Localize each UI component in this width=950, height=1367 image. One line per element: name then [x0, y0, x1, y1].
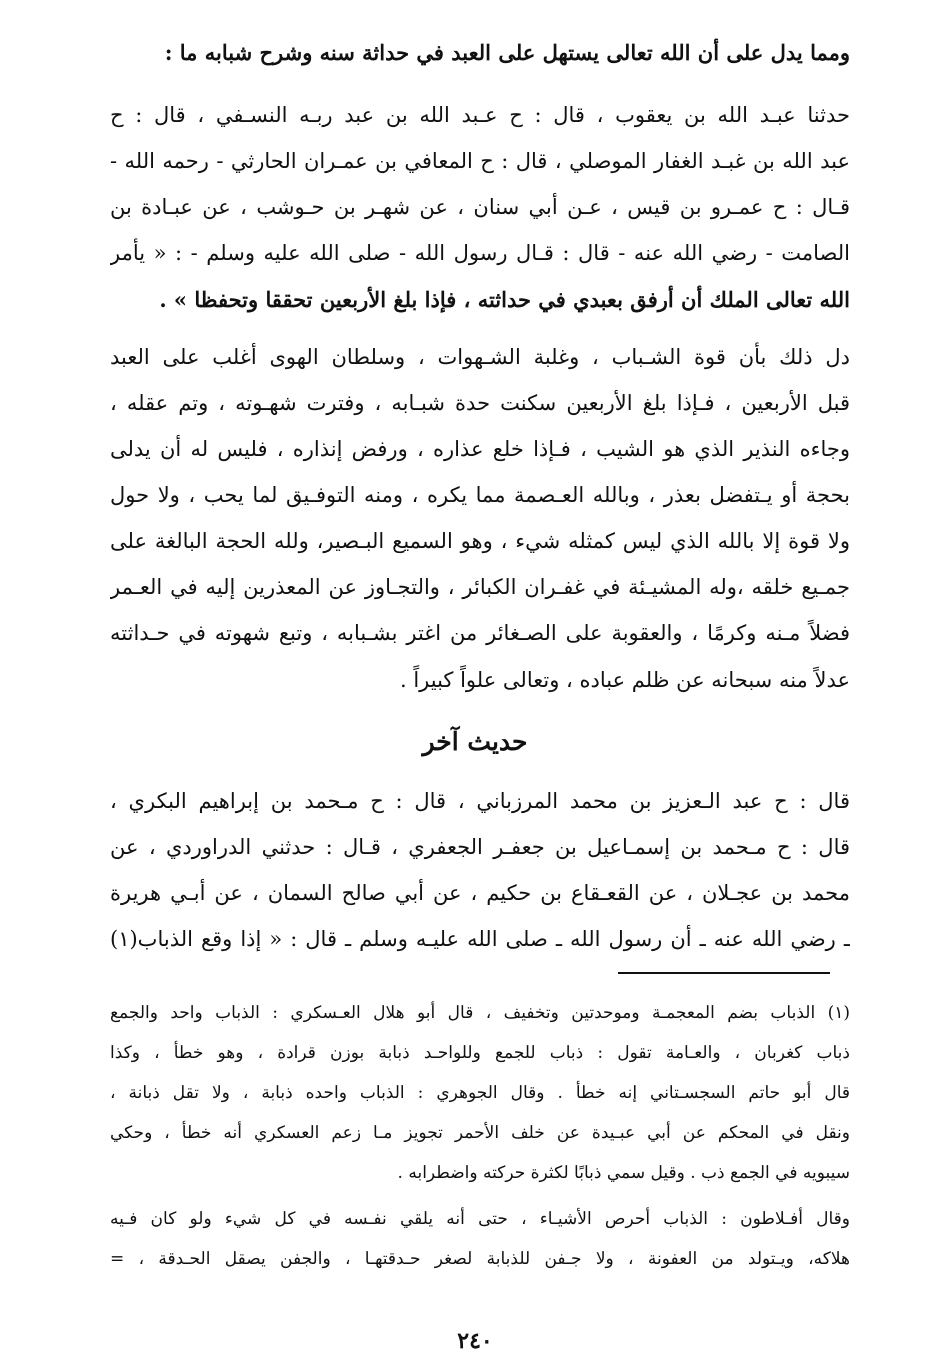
intro-line: ومما يدل على أن الله تعالى يستهل على العبد في حداثة سنه وشرح شبابه ما :	[164, 40, 850, 65]
hadith1-line-1: حدثنا عبـد الله بن يعقوب ، قال : ح عـبد الله بن عبد ربـه النسـفي ، قال : ح	[110, 103, 850, 127]
hadith1-line-3: قـال : ح عمـرو بن قيس ، عـن أبي سنان ، عن شهـر بن حـوشب ، عن عبـادة بن	[110, 195, 850, 219]
hadith1-line-2: عبد الله بن غبـد الغفار الموصلي ، قال : ح المعافي بن عمـران الحارثي - رحمه الله -	[110, 149, 850, 173]
hadith2-line-1: قال : ح عبد الـعزيز بن محمد المرزباني ، قال : ح مـحمد بن إبراهيم البكري ،	[110, 789, 850, 813]
hadith2-line-4: ـ رضي الله عنه ـ أن رسول الله ـ صلى الله عليـه وسلم ـ قال : « إذا وقع الذباب(١)	[110, 927, 850, 951]
footnote-line-2: ذباب كغربان ، والعـامة تقول : ذباب للجمع وللواحـد ذبابة بوزن قرادة ، وهو خطأ ، وكذا	[110, 1043, 850, 1063]
commentary-line-2: قبل الأربعين ، فـإذا بلغ الأربعين سكنت حدة شبـابه ، وفترت شهـوته ، وتم عقله ،	[110, 391, 850, 415]
commentary-line-8: عدلاً منه سبحانه عن ظلم عباده ، وتعالى علواً كبيراً .	[399, 668, 850, 692]
footnote-separator	[618, 972, 830, 974]
commentary-line-5: ولا قوة إلا بالله الذي ليس كمثله شيء ، وهو السميع البـصير، ولله الحجة البالغة على	[110, 529, 850, 553]
footnote-line-1: (١) الذباب بضم المعجمـة وموحدتين وتخفيف ، قال أبو هلال العـسكري : الذباب واحد والجمع	[110, 1003, 850, 1023]
section-heading: حديث آخر	[422, 727, 528, 756]
commentary-line-4: بحجة أو يـتفضل بعذر ، وبالله العـصمة مما يكره ، ومنه التوفـيق لما يحب ، ولا حول	[110, 483, 850, 507]
footnote-line-5: سيبويه في الجمع ذب . وقيل سمي ذبابًا لكثرة حركته واضطرابه .	[397, 1163, 850, 1183]
hadith1-line-4: الصامت - رضي الله عنه - قال : قـال رسول الله - صلى الله عليه وسلم - : « يأمر	[110, 241, 850, 265]
commentary-line-1: دل ذلك بأن قوة الشـباب ، وغلبة الشـهوات ، وسلطان الهوى أغلب على العبد	[110, 345, 850, 369]
hadith2-line-2: قال : ح مـحمد بن إسمـاعيل بن جعفـر الجعفري ، قـال : حدثني الدراوردي ، عن	[110, 835, 850, 859]
footnote-line-4: ونقل في المحكم عن أبي عبـيدة عن خلف الأحمر تجويز مـا زعم العسكري أنه خطأ ، وحكي	[110, 1123, 850, 1143]
footnote-line-6: وقال أفـلاطون : الذباب أحرص الأشيـاء ، حتى أنه يلقي نفـسه في كل شيء ولو كان فـيه	[110, 1209, 850, 1229]
commentary-line-3: وجاءه النذير الذي هو الشيب ، فـإذا خلع عذاره ، ورفض إنذاره ، فليس له أن يدلى	[110, 437, 850, 461]
page-number: ٢٤٠	[457, 1328, 493, 1354]
commentary-line-6: جمـيع خلقه ،وله المشيـئة في غفـران الكبائر ، والتجـاوز عن المعذرين إليه في العـمر	[110, 575, 850, 599]
hadith2-line-3: محمد بن عجـلان ، عن القعـقاع بن حكيم ، عن أبي صالح السمان ، عن أبـي هريرة	[110, 881, 850, 905]
footnote-line-7: هلاكه، ويـتولد من العفونة ، ولا جـفن للذبابة لصغر حـدقتهـا ، والجفن يصقل الحـدقة ، =	[110, 1249, 850, 1269]
commentary-line-7: فضلاً مـنه وكرمًا ، والعقوبة على الصـغائر من اغتر بشـبابه ، وتبع شهوته في حـداثته	[110, 621, 850, 645]
hadith1-line-5: الله تعالى الملك أن أرفق بعبدي في حداثته ، فإذا بلغ الأربعين تحققا وتحفظا » .	[159, 287, 850, 312]
footnote-line-3: قال أبو حاتم السجسـتاني إنه خطأ . وقال الجوهري : الذباب واحده ذبابة ، ولا تقل ذبانة ،	[110, 1083, 850, 1103]
